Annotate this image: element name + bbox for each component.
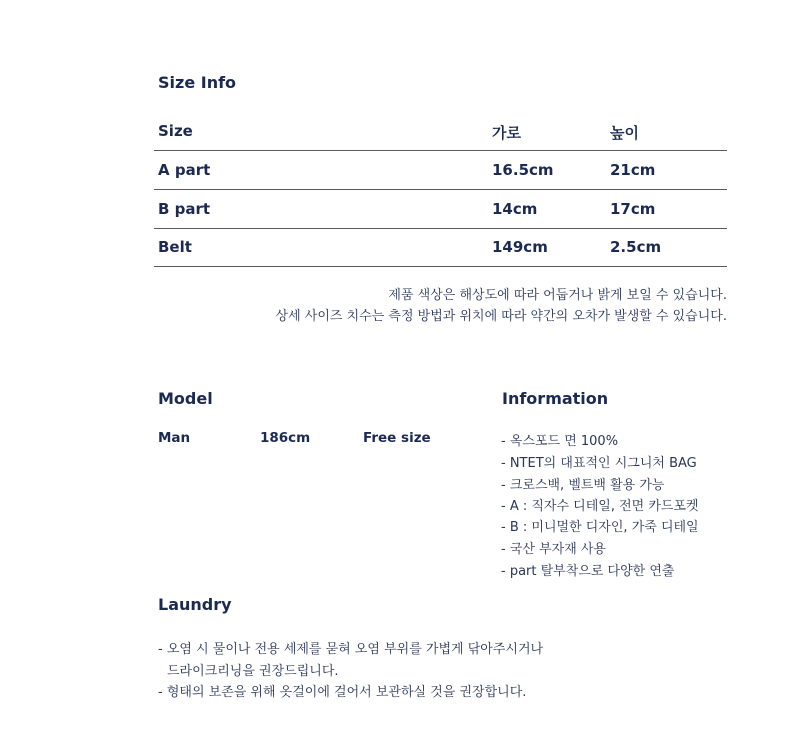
table-header-size: Size xyxy=(158,122,193,140)
list-item: - 옥스포드 면 100% xyxy=(501,434,619,449)
table-cell-height: 2.5cm xyxy=(610,238,662,256)
model-height: 186cm xyxy=(260,430,311,446)
table-cell-part: B part xyxy=(158,200,211,218)
list-item: - 크로스백, 벨트백 활용 가능 xyxy=(501,478,665,493)
table-cell-width: 14cm xyxy=(492,200,538,218)
table-divider xyxy=(154,228,727,229)
list-item: - 국산 부자재 사용 xyxy=(501,542,606,557)
table-cell-width: 149cm xyxy=(492,238,548,256)
list-item: - 오염 시 물이나 전용 세제를 묻혀 오염 부위를 가볍게 닦아주시거나 xyxy=(158,642,544,657)
table-divider xyxy=(154,150,727,151)
model-size: Free size xyxy=(363,430,431,446)
size-note: 상세 사이즈 치수는 측정 방법과 위치에 따라 약간의 오차가 발생할 수 있습니다. xyxy=(275,309,727,324)
laundry-title: Laundry xyxy=(158,595,232,614)
size-info-title: Size Info xyxy=(158,73,237,92)
table-divider xyxy=(154,266,727,267)
table-header-width: 가로 xyxy=(492,124,521,142)
list-item: - A : 직자수 디테일, 전면 카드포켓 xyxy=(501,499,699,514)
table-cell-part: Belt xyxy=(158,238,192,256)
list-item: - 형태의 보존을 위해 옷걸이에 걸어서 보관하실 것을 권장합니다. xyxy=(158,685,527,700)
table-cell-width: 16.5cm xyxy=(492,161,554,179)
list-item: - part 탈부착으로 다양한 연출 xyxy=(501,564,675,579)
size-note: 제품 색상은 해상도에 따라 어둡거나 밝게 보일 수 있습니다. xyxy=(388,288,727,303)
list-item: - NTET의 대표적인 시그니처 BAG xyxy=(501,456,697,471)
table-cell-height: 21cm xyxy=(610,161,656,179)
list-item: 드라이크리닝을 권장드립니다. xyxy=(167,664,339,679)
table-header-height: 높이 xyxy=(610,124,639,142)
table-cell-part: A part xyxy=(158,161,211,179)
table-divider xyxy=(154,189,727,190)
model-gender: Man xyxy=(158,430,191,446)
information-title: Information xyxy=(502,389,609,408)
list-item: - B : 미니멀한 디자인, 가죽 디테일 xyxy=(501,520,699,535)
table-cell-height: 17cm xyxy=(610,200,656,218)
model-title: Model xyxy=(158,389,213,408)
